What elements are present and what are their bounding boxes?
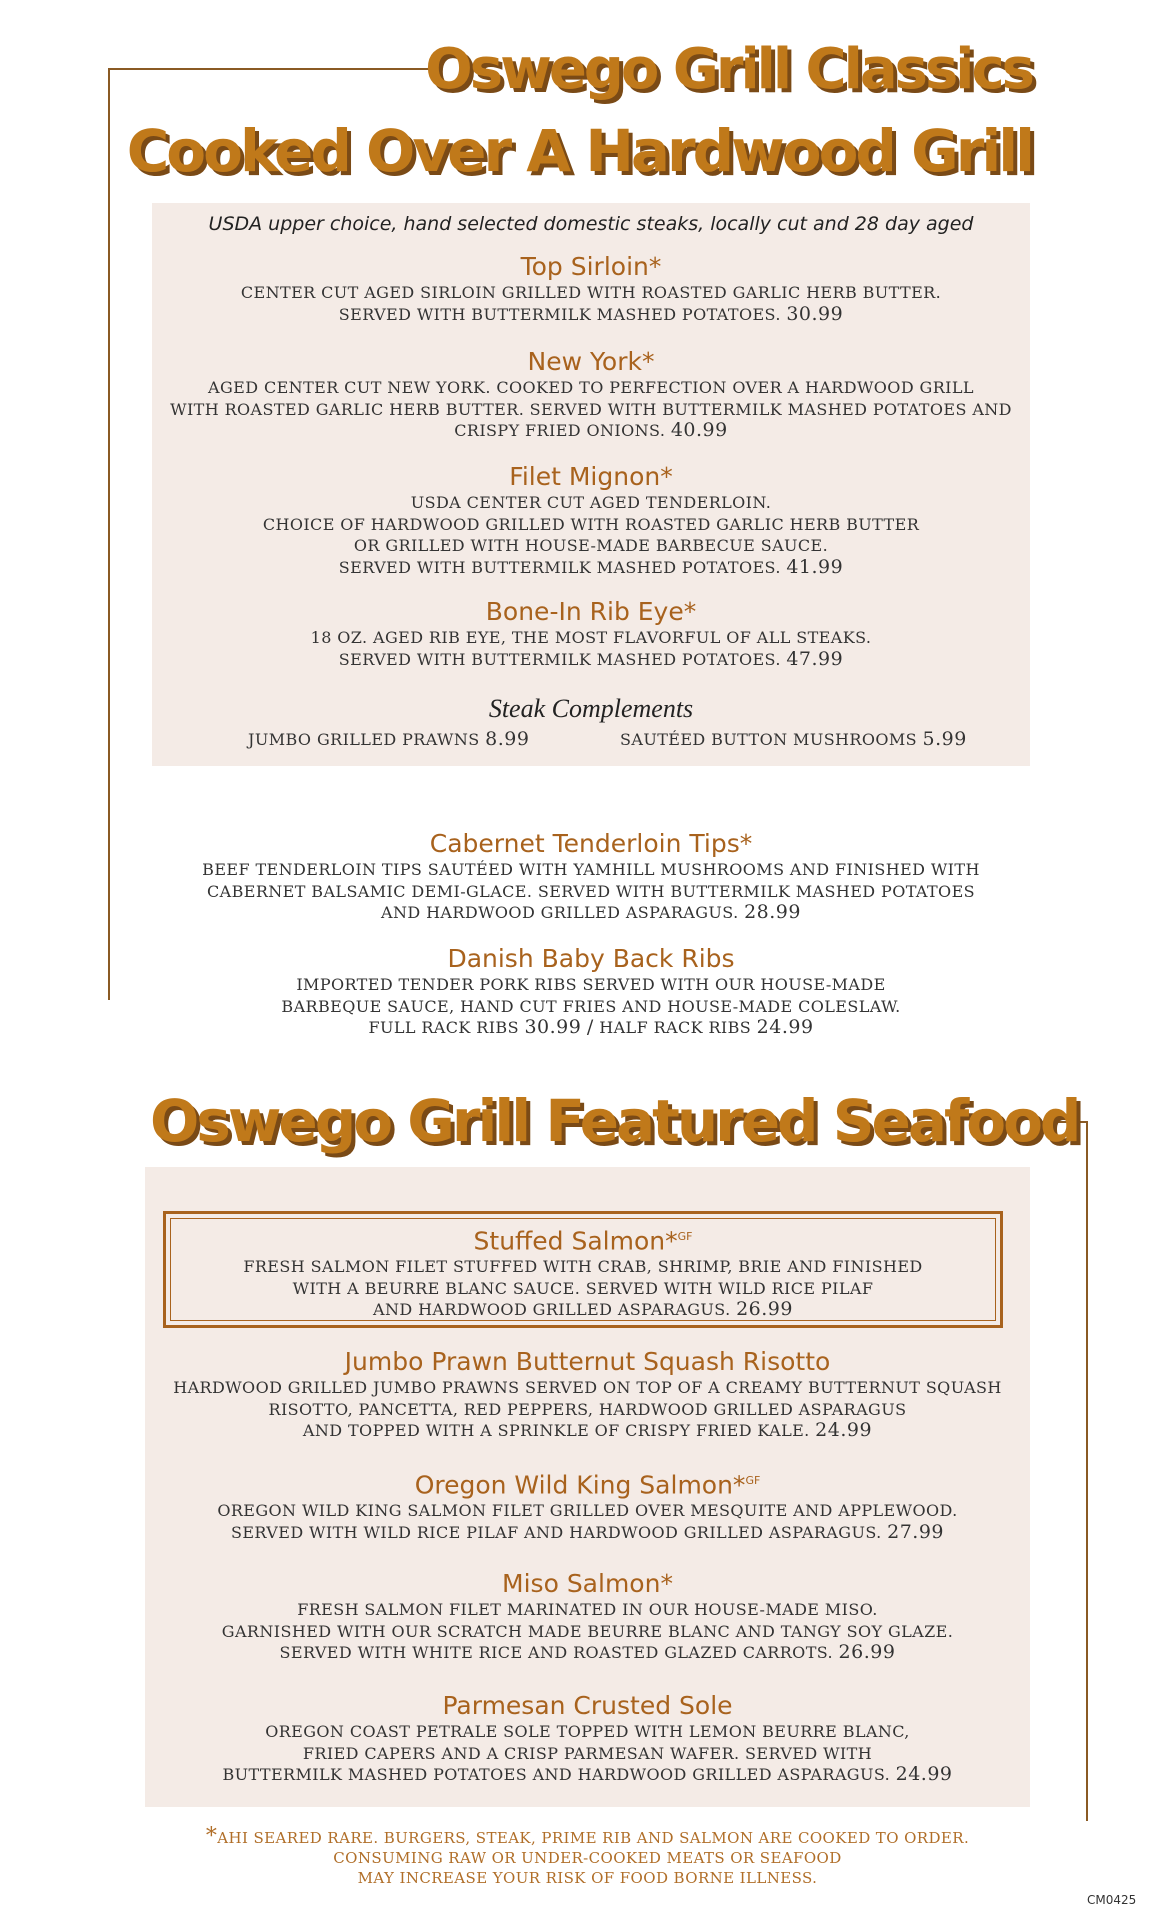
menu-item-description-line <box>152 881 1030 903</box>
menu-item-description-text: CHOICE OF HARDWOOD GRILLED WITH ROASTED GARLIC HERB BUTTER <box>262 514 920 534</box>
menu-item-description-text: BARBEQUE SAUCE, HAND CUT FRIES AND HOUSE-MADE COLESLAW. <box>281 996 901 1016</box>
menu-item-price: 30.99 <box>786 302 844 325</box>
menu-item-description-line <box>152 627 1030 649</box>
menu-item-description-line <box>152 377 1030 399</box>
menu-item-price: 26.99 <box>736 1298 793 1321</box>
complement-prawns-price: 8.99 <box>485 728 530 750</box>
menu-item-description-line <box>145 1377 1030 1399</box>
footnote-line-3: MAY INCREASE YOUR RISK OF FOOD BORNE ILLNESS. <box>357 1869 818 1887</box>
menu-item-title <box>145 1691 1030 1721</box>
menu-item-description-text: SERVED WITH WILD RICE PILAF AND HARDWOOD GRILLED ASPARAGUS. <box>230 1522 882 1542</box>
menu-item-title-text: Parmesan Crusted Sole <box>442 1691 733 1720</box>
menu-item <box>163 1222 1003 1321</box>
menu-item-title <box>152 347 1030 377</box>
menu-item-title <box>152 252 1030 282</box>
menu-item-description-line <box>152 996 1030 1018</box>
menu-item-title-text: Jumbo Prawn Butternut Squash Risotto <box>344 1347 831 1376</box>
menu-item-title <box>145 1466 1030 1500</box>
menu-item-price: 28.99 <box>744 901 801 923</box>
menu-item-description-line <box>152 420 1030 442</box>
ribs-separator: / <box>586 1016 594 1038</box>
menu-item-title-text: New York* <box>527 347 655 376</box>
menu-code: CM0425 <box>1087 1893 1137 1907</box>
menu-item-description-line <box>145 1642 1030 1664</box>
menu-item-description-line <box>145 1721 1030 1743</box>
menu-item-title <box>152 462 1030 492</box>
menu-item-description-line <box>152 649 1030 671</box>
menu-item-title <box>163 1222 1003 1256</box>
complement-mushrooms-price: 5.99 <box>922 728 967 750</box>
menu-item-description-line <box>152 282 1030 304</box>
menu-item-description-text: SERVED WITH WHITE RICE AND ROASTED GLAZED CARROTS. <box>279 1643 834 1662</box>
complement-prawns-label: JUMBO GRILLED PRAWNS <box>248 730 480 749</box>
ribs-full-price: 30.99 <box>524 1016 582 1038</box>
ribs-full-label: FULL RACK RIBS <box>368 1018 519 1037</box>
menu-item-title-text: Top Sirloin* <box>520 252 662 281</box>
menu-item-description-text: AND HARDWOOD GRILLED ASPARAGUS. <box>373 1300 731 1320</box>
menu-item-description-text: AND TOPPED WITH A SPRINKLE OF CRISPY FRIED KALE. <box>302 1421 810 1440</box>
menu-item-description-text: 18 OZ. AGED RIB EYE, THE MOST FLAVORFUL OF ALL STEAKS. <box>310 628 872 647</box>
footnote-line-2: CONSUMING RAW OR UNDER-COOKED MEATS OR SEAFOOD <box>333 1849 842 1867</box>
menu-item-description-line <box>152 399 1030 421</box>
menu-item-title <box>152 597 1030 627</box>
menu-item <box>152 597 1030 670</box>
ribs-price-line <box>152 1017 1030 1039</box>
menu-item-description-line <box>145 1599 1030 1621</box>
menu-item-description-text: FRESH SALMON FILET MARINATED IN OUR HOUSE-MADE MISO. <box>297 1600 878 1619</box>
menu-item-price: 24.99 <box>815 1419 873 1441</box>
menu-item-description-text: CENTER CUT AGED SIRLOIN GRILLED WITH ROASTED GARLIC HERB BUTTER. <box>240 283 942 302</box>
menu-item-description-line <box>152 557 1030 579</box>
menu-item-description-line <box>152 859 1030 881</box>
menu-item <box>145 1569 1030 1664</box>
menu-item-description-text: AND HARDWOOD GRILLED ASPARAGUS. <box>381 903 739 922</box>
menu-item-description-line <box>163 1256 1003 1278</box>
menu-item-price: 47.99 <box>786 647 844 670</box>
menu-item <box>145 1691 1030 1786</box>
complement-mushrooms <box>620 729 967 751</box>
menu-item-description-line <box>145 1522 1030 1544</box>
menu-item <box>145 1466 1030 1543</box>
menu-item-description-text: BEEF TENDERLOIN TIPS SAUTÉED WITH YAMHILL MUSHROOMS AND FINISHED WITH <box>202 860 980 879</box>
menu-item-description-text: OREGON COAST PETRALE SOLE TOPPED WITH LEMON BEURRE BLANC, <box>265 1722 910 1741</box>
menu-item-description-text: CABERNET BALSAMIC DEMI-GLACE. SERVED WITH BUTTERMILK MASHED POTATOES <box>206 881 976 901</box>
footnote-asterisk: * <box>205 1824 218 1849</box>
menu-item-description-text: USDA CENTER CUT AGED TENDERLOIN. <box>410 493 772 512</box>
menu-item-description-text: WITH ROASTED GARLIC HERB BUTTER. SERVED WITH BUTTERMILK MASHED POTATOES AND <box>170 399 1012 419</box>
menu-item-title-text: Oregon Wild King Salmon* <box>414 1470 746 1500</box>
gluten-free-badge: GF <box>745 1474 761 1487</box>
menu-item-description-text: HARDWOOD GRILLED JUMBO PRAWNS SERVED ON TOP OF A CREAMY BUTTERNUT SQUASH <box>173 1378 1002 1397</box>
menu-item-price: 24.99 <box>895 1763 953 1785</box>
menu-item-description-text: OREGON WILD KING SALMON FILET GRILLED OVER MESQUITE AND APPLEWOOD. <box>217 1501 958 1521</box>
menu-item-description-text: AGED CENTER CUT NEW YORK. COOKED TO PERFECTION OVER A HARDWOOD GRILL <box>208 378 974 397</box>
menu-item-title <box>145 1347 1030 1377</box>
menu-item-description-line <box>145 1743 1030 1765</box>
menu-item <box>145 1347 1030 1442</box>
menu-item-description-line <box>145 1764 1030 1786</box>
ribs-half-price: 24.99 <box>756 1016 814 1038</box>
menu-item-description-line <box>152 492 1030 514</box>
menu-item-price: 40.99 <box>670 419 728 441</box>
seafood-rule-right <box>1086 1121 1088 1821</box>
menu-item <box>152 944 1030 1017</box>
menu-item-title-text: Bone-In Rib Eye* <box>485 597 697 626</box>
menu-item-description-text: CRISPY FRIED ONIONS. <box>454 421 666 440</box>
menu-item <box>152 829 1030 924</box>
menu-item-description-text: WITH A BEURRE BLANC SAUCE. SERVED WITH WILD RICE PILAF <box>292 1278 874 1298</box>
menu-item-description-text: GARNISHED WITH OUR SCRATCH MADE BEURRE BLANC AND TANGY SOY GLAZE. <box>221 1621 954 1641</box>
menu-item-description-text: BUTTERMILK MASHED POTATOES AND HARDWOOD GRILLED ASPARAGUS. <box>222 1765 891 1784</box>
menu-item-description-line <box>152 902 1030 924</box>
menu-item <box>152 252 1030 325</box>
classics-intro: USDA upper choice, hand selected domestic steaks, locally cut and 28 day aged <box>208 213 974 235</box>
menu-item-description-line <box>145 1399 1030 1421</box>
menu-item-description-line <box>152 514 1030 536</box>
menu-item-price: 26.99 <box>838 1641 896 1663</box>
footnote-text-1: AHI SEARED RARE. BURGERS, STEAK, PRIME RIB AND SALMON ARE COOKED TO ORDER. <box>217 1829 970 1847</box>
menu-item-description-line <box>163 1278 1003 1300</box>
classics-rule-top <box>108 68 430 70</box>
menu-item-description-text: SERVED WITH BUTTERMILK MASHED POTATOES. <box>338 304 781 324</box>
menu-item-description-line <box>152 974 1030 996</box>
menu-item-price: 27.99 <box>887 1520 945 1543</box>
classics-rule-left <box>108 68 110 1000</box>
seafood-heading: Oswego Grill Featured Seafood <box>150 1087 1079 1155</box>
classics-heading-line2: Cooked Over A Hardwood Grill <box>126 117 1032 185</box>
menu-item-title-text: Miso Salmon* <box>502 1569 673 1598</box>
menu-item-description-text: OR GRILLED WITH HOUSE-MADE BARBECUE SAUCE. <box>353 536 829 555</box>
ribs-half-label: HALF RACK RIBS <box>599 1018 752 1037</box>
menu-item-description-line <box>163 1299 1003 1321</box>
menu-item-description-text: FRIED CAPERS AND A CRISP PARMESAN WAFER. SERVED WITH <box>302 1743 873 1763</box>
footnote <box>145 1824 1030 1888</box>
menu-item-title-text: Filet Mignon* <box>509 462 673 491</box>
menu-item-description-text: IMPORTED TENDER PORK RIBS SERVED WITH OUR HOUSE-MADE <box>296 975 886 994</box>
menu-item-title <box>152 944 1030 974</box>
menu-item-description-line <box>145 1420 1030 1442</box>
menu-item-description-text: FRESH SALMON FILET STUFFED WITH CRAB, SHRIMP, BRIE AND FINISHED <box>243 1257 923 1277</box>
menu-item-title <box>152 829 1030 859</box>
menu-item-description-text: SERVED WITH BUTTERMILK MASHED POTATOES. <box>338 557 781 577</box>
complement-mushrooms-label: SAUTÉED BUTTON MUSHROOMS <box>620 730 918 749</box>
menu-item-title-text: Cabernet Tenderloin Tips* <box>429 829 753 858</box>
complements-title: Steak Complements <box>488 694 694 723</box>
menu-item-description-line <box>152 535 1030 557</box>
menu-item <box>152 462 1030 578</box>
menu-item-title-text: Danish Baby Back Ribs <box>447 944 735 973</box>
menu-item <box>152 347 1030 442</box>
footnote-line-1 <box>145 1824 1030 1849</box>
menu-item-description-line <box>152 304 1030 326</box>
menu-item-description-text: RISOTTO, PANCETTA, RED PEPPERS, HARDWOOD GRILLED ASPARAGUS <box>268 1399 907 1419</box>
menu-item-price: 41.99 <box>786 555 844 578</box>
classics-heading-line1: Oswego Grill Classics <box>425 37 1032 102</box>
menu-item-description-line <box>145 1621 1030 1643</box>
menu-item-description-line <box>145 1500 1030 1522</box>
menu-item-title-text: Stuffed Salmon* <box>473 1226 678 1256</box>
menu-item-title <box>145 1569 1030 1599</box>
menu-item-description-text: SERVED WITH BUTTERMILK MASHED POTATOES. <box>338 649 781 669</box>
gluten-free-badge: GF <box>677 1230 693 1243</box>
complement-prawns <box>248 729 529 751</box>
